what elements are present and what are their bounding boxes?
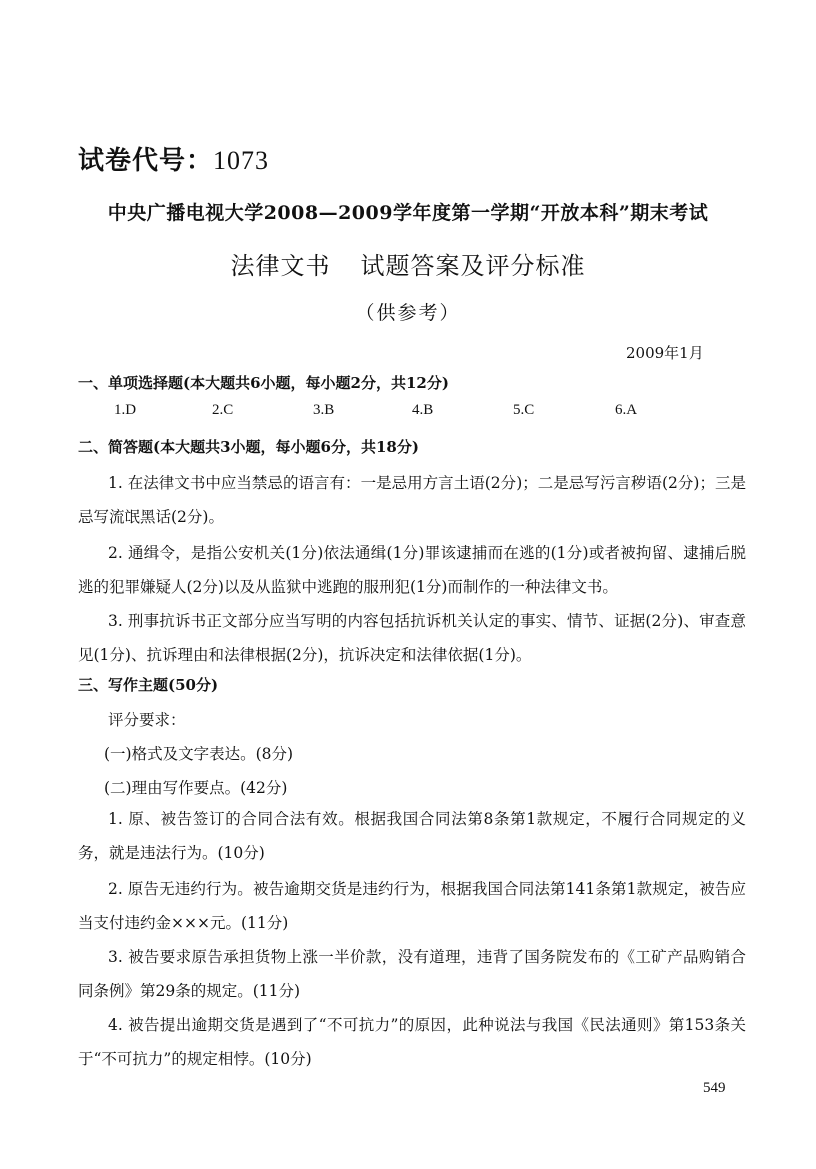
section-2-heading: 二、简答题(本大题共3小题，每小题6分，共18分)	[78, 438, 419, 456]
short-answer-1: 1. 在法律文书中应当禁忌的语言有：一是忌用方言土语(2分)；二是忌写污言秽语(2分)；三是忌写流氓黑话(2分)。	[78, 474, 746, 526]
exam-code	[78, 140, 269, 177]
section-3-heading: 三、写作主题(50分)	[78, 676, 219, 694]
section-1-heading: 一、单项选择题(本大题共6小题，每小题2分，共12分)	[78, 374, 449, 392]
answer-6: 6.A	[615, 402, 638, 418]
exam-code-number: 1073	[213, 146, 270, 175]
writing-point-3: 3. 被告要求原告承担货物上涨一半价款，没有道理，违背了国务院发布的《工矿产品购销合同条例》第29条的规定。(11分)	[78, 948, 746, 1000]
writing-point-2: 2. 原告无违约行为。被告逾期交货是违约行为，根据我国合同法第141条第1款规定，被告应当支付违约金×××元。(11分)	[78, 880, 746, 932]
document-title	[0, 246, 816, 281]
short-answer-2: 2. 通缉令，是指公安机关(1分)依法通缉(1分)罪该逮捕而在逃的(1分)或者被拘留、逮捕后脱逃的犯罪嫌疑人(2分)以及从监狱中逃跑的服刑犯(1分)而制作的一种法律文书。	[78, 544, 746, 596]
short-answer-3: 3. 刑事抗诉书正文部分应当写明的内容包括抗诉机关认定的事实、情节、证据(2分)、审查意见(1分)、抗诉理由和法律根据(2分)，抗诉决定和法律依据(1分)。	[78, 612, 746, 664]
document-title-subtitle: 试题答案及评分标准	[360, 252, 586, 280]
answer-4: 4.B	[412, 402, 434, 418]
exam-date: 2009年1月	[626, 344, 704, 362]
writing-point-4: 4. 被告提出逾期交货是遇到了“不可抗力”的原因，此种说法与我国《民法通则》第153条关于“不可抗力”的规定相悖。(10分)	[78, 1016, 746, 1068]
answer-3: 3.B	[313, 402, 335, 418]
reference-note: （供参考）	[355, 302, 461, 324]
answer-5: 5.C	[513, 402, 535, 418]
writing-point-1: 1. 原、被告签订的合同合法有效。根据我国合同法第8条第1款规定，不履行合同规定的义务，就是违法行为。(10分)	[78, 810, 746, 862]
scoring-requirement-label: 评分要求：	[108, 711, 186, 729]
answer-1: 1.D	[114, 402, 137, 418]
answer-2: 2.C	[212, 402, 234, 418]
page-number: 549	[703, 1080, 726, 1096]
scoring-part-1: (一)格式及文字表达。(8分)	[104, 745, 294, 763]
exam-title: 中央广播电视大学2008—2009学年度第一学期“开放本科”期末考试	[107, 202, 709, 224]
document-title-course: 法律文书	[230, 252, 331, 280]
scoring-part-2: (二)理由写作要点。(42分)	[104, 779, 288, 797]
exam-code-label: 试卷代号：	[78, 146, 214, 176]
